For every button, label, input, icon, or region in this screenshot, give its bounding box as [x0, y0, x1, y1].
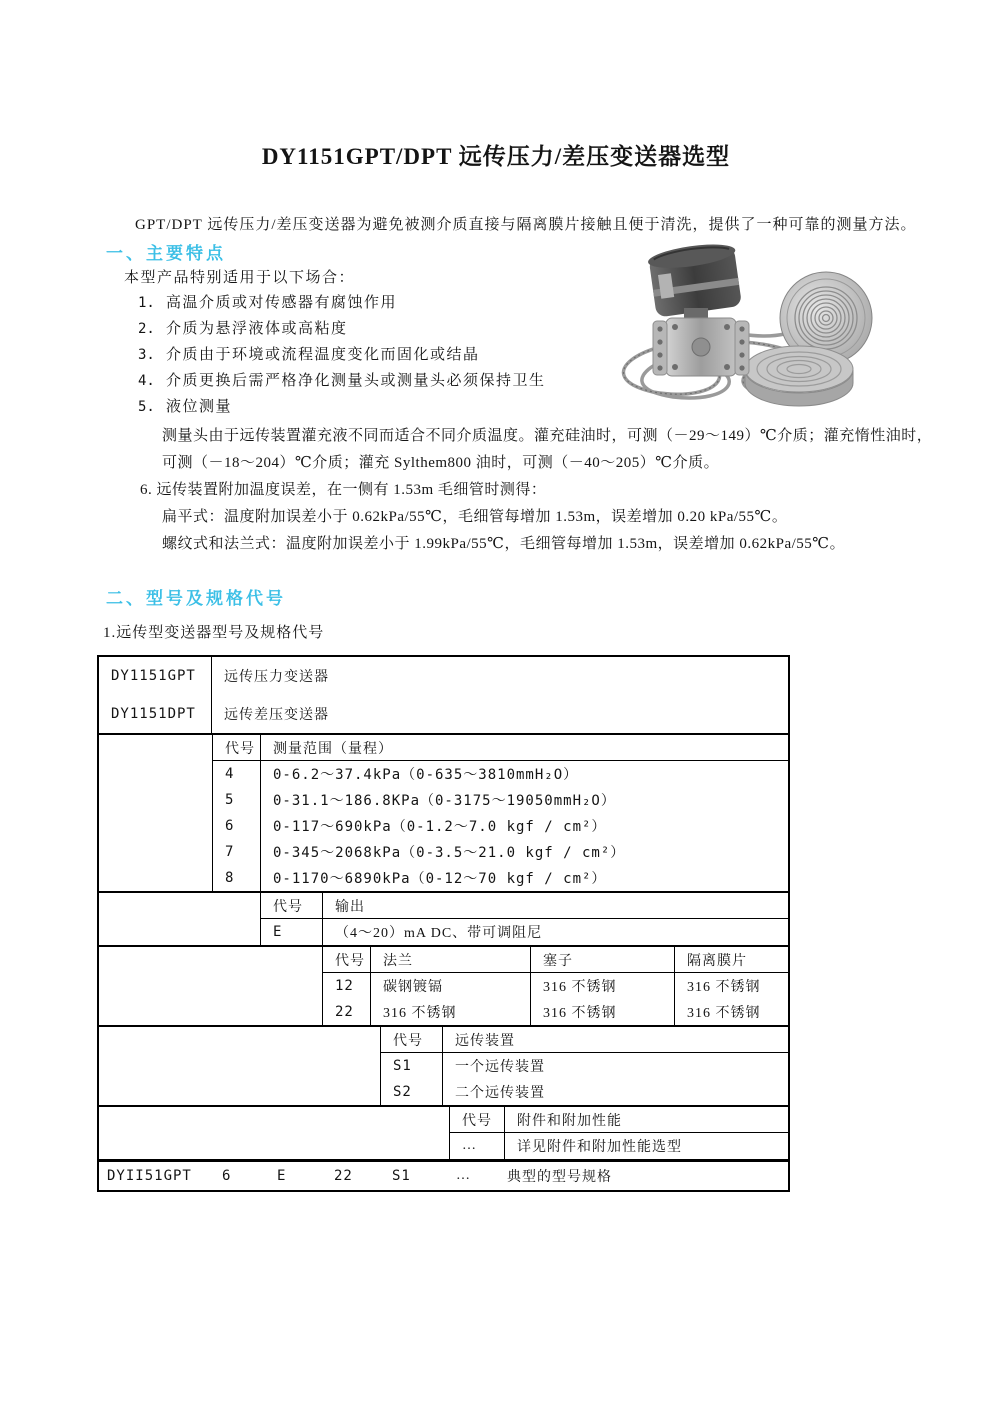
accessories-section — [99, 1105, 788, 1159]
feature-text: 介质由于环境或流程温度变化而固化或结晶 — [166, 347, 480, 363]
feature-item-6: 6. 远传装置附加温度误差，在一侧有 1.53m 毛细管时测得： — [140, 482, 547, 498]
diaphragm-value: 316 不锈钢 — [687, 980, 761, 995]
range-value: 0-6.2～37.4kPa（0-635～3810mmH₂O） — [273, 767, 579, 783]
table-row — [99, 1053, 788, 1079]
features-lead: 本型产品特别适用于以下场合： — [124, 270, 356, 286]
table-row — [99, 1133, 788, 1159]
example-material-code: 22 — [334, 1168, 353, 1184]
material-code: 12 — [323, 973, 371, 999]
example-accessory-code: … — [456, 1168, 471, 1183]
feature-item — [138, 291, 397, 312]
spacer-cell — [99, 999, 323, 1025]
range-value: 0-345～2068kPa（0-3.5～21.0 kgf / cm²） — [273, 845, 626, 861]
materials-section — [99, 945, 788, 1025]
table-row — [99, 973, 788, 999]
remote-value: 一个远传装置 — [455, 1060, 545, 1075]
flange-value: 316 不锈钢 — [371, 999, 531, 1025]
code-header: 代号 — [381, 1027, 443, 1052]
feature-num: 3. — [138, 347, 155, 363]
feature-text: 介质更换后需严格净化测量头或测量头必须保持卫生 — [166, 373, 546, 389]
spacer-cell — [99, 1107, 450, 1133]
flat-type-error-line: 扁平式：温度附加误差小于 0.62kPa/55℃，毛细管每增加 1.53m，误差增加 0.20 kPa/55℃。 — [162, 509, 788, 525]
accessories-value: 详见附件和附加性能选型 — [517, 1140, 682, 1155]
flange-header: 法兰 — [371, 947, 531, 972]
table-row — [99, 1079, 788, 1105]
range-code: 7 — [213, 839, 261, 865]
spacer-cell — [99, 893, 261, 919]
spacer-cell — [99, 735, 213, 761]
range-code: 6 — [213, 813, 261, 839]
example-model-code: DYII51GPT — [107, 1168, 192, 1184]
remote-header: 远传装置 — [455, 1033, 515, 1049]
spacer-cell — [99, 787, 213, 813]
table-header-row — [99, 735, 788, 761]
diaphragm-header: 隔离膜片 — [687, 953, 747, 969]
spacer-cell — [99, 865, 213, 891]
model-desc: 远传差压变送器 — [224, 708, 329, 723]
feature-num: 4. — [138, 373, 155, 389]
feature-num: 1. — [138, 295, 155, 311]
feature-text: 介质为悬浮液体或高粘度 — [166, 321, 348, 337]
feature-item — [138, 317, 348, 338]
remote-code: S2 — [381, 1079, 443, 1105]
table-header-row — [99, 1027, 788, 1053]
range-header: 测量范围（量程） — [273, 741, 393, 757]
model-selection-table — [97, 655, 790, 1161]
table-row — [99, 787, 788, 813]
spacer-cell — [99, 1053, 381, 1079]
range-code: 8 — [213, 865, 261, 891]
remote-value: 二个远传装置 — [455, 1086, 545, 1101]
output-section — [99, 891, 788, 945]
product-photo — [583, 242, 898, 407]
code-header: 代号 — [213, 735, 261, 760]
range-value: 0-1170～6890kPa（0-12～70 kgf / cm²） — [273, 871, 607, 887]
models-heading: 二、型号及规格代号 — [106, 589, 286, 608]
remote-section — [99, 1025, 788, 1105]
spacer-cell — [99, 1133, 450, 1159]
feature-text: 液位测量 — [166, 399, 233, 415]
table-row — [99, 761, 788, 787]
intro-paragraph: GPT/DPT 远传压力/差压变送器为避免被测介质直接与隔离膜片接触且便于清洗，提供了一种可靠的测量方法。 — [135, 217, 917, 233]
range-code: 5 — [213, 787, 261, 813]
feature-item — [138, 343, 480, 364]
range-value: 0-31.1～186.8KPa（0-3175～19050mmH₂O） — [273, 793, 616, 809]
table-header-row — [99, 947, 788, 973]
range-value: 0-117～690kPa（0-1.2～7.0 kgf / cm²） — [273, 819, 607, 835]
code-header: 代号 — [261, 893, 323, 918]
example-label: 典型的型号规格 — [507, 1170, 612, 1185]
thread-flange-error-line: 螺纹式和法兰式：温度附加误差小于 1.99kPa/55℃，毛细管每增加 1.53m，误差增加 0.62kPa/55℃。 — [162, 536, 846, 552]
spacer-cell — [99, 813, 213, 839]
model-section — [99, 657, 788, 733]
fill-fluid-note-line1: 测量头由于远传装置灌充液不同而适合不同介质温度。灌充硅油时，可测（－29～149）℃介质；灌充惰性油时， — [162, 428, 933, 444]
range-section — [99, 733, 788, 891]
fill-fluid-note-line2: 可测（－18～204）℃介质；灌充 Sylthem800 油时，可测（－40～205）℃介质。 — [162, 455, 720, 471]
flange-value: 碳钢镀镉 — [371, 973, 531, 999]
output-value: （4～20）mA DC、带可调阻尼 — [335, 926, 543, 941]
material-code: 22 — [323, 999, 371, 1025]
page-title: DY1151GPT/DPT 远传压力/差压变送器选型 — [261, 144, 731, 169]
feature-num: 5. — [138, 399, 155, 415]
model-code: DY1151DPT — [99, 695, 212, 733]
spacer-cell — [99, 761, 213, 787]
feature-item — [138, 369, 546, 390]
example-output-code: E — [277, 1168, 287, 1184]
output-header: 输出 — [335, 899, 365, 915]
table-row — [99, 839, 788, 865]
diaphragm-value: 316 不锈钢 — [687, 1006, 761, 1021]
remote-code: S1 — [381, 1053, 443, 1079]
spacer-cell — [99, 1027, 381, 1053]
table-row — [99, 919, 788, 945]
example-model-table — [97, 1160, 790, 1192]
accessories-header: 附件和附加性能 — [517, 1113, 622, 1129]
table-row — [99, 865, 788, 891]
plug-value: 316 不锈钢 — [531, 973, 675, 999]
features-heading: 一、主要特点 — [106, 244, 226, 263]
plug-value: 316 不锈钢 — [531, 999, 675, 1025]
model-desc: 远传压力变送器 — [224, 670, 329, 685]
spacer-cell — [99, 1079, 381, 1105]
output-code: E — [261, 919, 323, 945]
range-code: 4 — [213, 761, 261, 787]
code-header: 代号 — [450, 1107, 505, 1132]
feature-num: 2. — [138, 321, 155, 337]
table-row — [99, 999, 788, 1025]
spacer-cell — [99, 973, 323, 999]
example-range-code: 6 — [222, 1168, 232, 1184]
table-header-row — [99, 893, 788, 919]
code-header: 代号 — [323, 947, 371, 972]
table-row — [99, 695, 788, 733]
example-remote-code: S1 — [392, 1168, 411, 1184]
spacer-cell — [99, 947, 323, 973]
spacer-cell — [99, 919, 261, 945]
model-code: DY1151GPT — [99, 657, 212, 695]
feature-text: 高温介质或对传感器有腐蚀作用 — [166, 295, 398, 311]
table-row — [99, 813, 788, 839]
spacer-cell — [99, 839, 213, 865]
accessories-code: … — [450, 1133, 505, 1159]
plug-header: 塞子 — [531, 947, 675, 972]
table-header-row — [99, 1107, 788, 1133]
table-row — [99, 657, 788, 695]
models-subheading: 1.远传型变送器型号及规格代号 — [103, 625, 325, 641]
feature-item — [138, 395, 232, 416]
